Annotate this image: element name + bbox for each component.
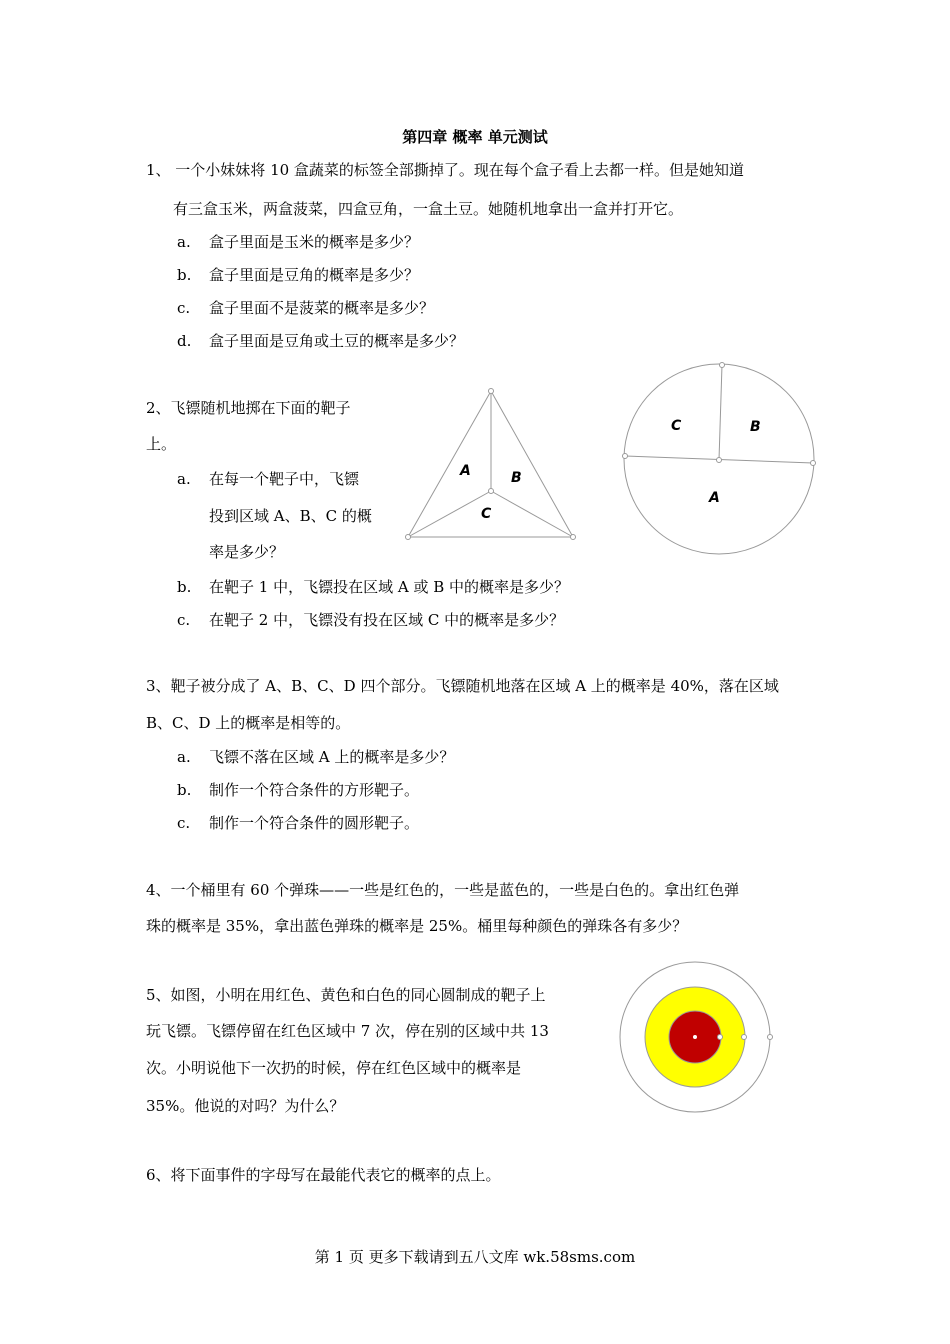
q6-line-1: 6、将下面事件的字母写在最能代表它的概率的点上。 — [146, 1166, 501, 1184]
triangle-label-a: A — [460, 463, 471, 479]
triangle-divider-2 — [408, 491, 491, 537]
item-label: c. — [177, 299, 191, 317]
item-text: 飞镖不落在区域 A 上的概率是多少？ — [209, 748, 455, 766]
item-text: 在每一个靶子中，飞镖 — [209, 470, 360, 488]
item-text: 盒子里面不是菠菜的概率是多少？ — [209, 299, 435, 317]
q2-line-1: 2、飞镖随机地掷在下面的靶子 — [146, 399, 351, 417]
q1-item-d — [177, 331, 464, 351]
q4-line-1: 4、一个桶里有 60 个弹珠——一些是红色的，一些是蓝色的，一些是白色的。拿出红色弹 — [146, 881, 740, 899]
item-text: 盒子里面是豆角或土豆的概率是多少？ — [209, 332, 465, 350]
item-text: 在靶子 1 中，飞镖投在区域 A 或 B 中的概率是多少？ — [209, 578, 570, 596]
item-label: d. — [177, 332, 192, 350]
item-label: b. — [177, 781, 192, 799]
q1-item-c — [177, 298, 434, 318]
q1-item-b — [177, 265, 419, 285]
q2-item-a-line-2: 投到区域 A、B、C 的概 — [209, 507, 372, 525]
center-dot — [489, 489, 494, 494]
q3-item-c — [177, 813, 419, 833]
triangle-label-c: C — [481, 506, 492, 522]
q3-item-b — [177, 780, 419, 800]
item-label: a. — [177, 748, 191, 766]
item-text: 盒子里面是豆角的概率是多少？ — [209, 266, 420, 284]
concentric-target — [612, 956, 782, 1126]
edge-dot — [768, 1035, 773, 1040]
page-footer: 第 1 页 更多下载请到五八文库 wk.58sms.com — [314, 1248, 636, 1266]
vertex-dot — [571, 535, 576, 540]
center-dot — [693, 1035, 697, 1039]
item-label: a. — [177, 470, 191, 488]
q5-line-3: 次。小明说他下一次扔的时候，停在红色区域中的概率是 — [146, 1059, 522, 1077]
q2-line-2: 上。 — [146, 435, 177, 453]
item-label: b. — [177, 578, 192, 596]
circle-target — [615, 360, 825, 560]
item-label: c. — [177, 814, 191, 832]
q2-item-a-line-3: 率是多少？ — [209, 543, 285, 561]
edge-dot — [742, 1035, 747, 1040]
q3-item-a — [177, 747, 454, 767]
q2-item-b — [177, 577, 569, 597]
triangle-label-b: B — [511, 470, 522, 486]
q4-line-2: 珠的概率是 35%，拿出蓝色弹珠的概率是 25%。桶里每种颜色的弹珠各有多少？ — [146, 917, 688, 935]
circle-label-b: B — [750, 419, 761, 435]
circle-label-c: C — [671, 418, 682, 434]
q5-line-1: 5、如图，小明在用红色、黄色和白色的同心圆制成的靶子上 — [146, 986, 546, 1004]
q1-item-a — [177, 232, 419, 252]
item-label: b. — [177, 266, 192, 284]
q3-line-2: B、C、D 上的概率是相等的。 — [146, 714, 351, 732]
item-text: 制作一个符合条件的方形靶子。 — [209, 781, 420, 799]
vertex-dot — [489, 389, 494, 394]
triangle-divider-3 — [491, 491, 573, 537]
center-dot — [717, 458, 722, 463]
q3-line-1: 3、靶子被分成了 A、B、C、D 四个部分。飞镖随机地落在区域 A 上的概率是 40%，落在区域 — [146, 677, 779, 695]
item-label: a. — [177, 233, 191, 251]
item-text: 制作一个符合条件的圆形靶子。 — [209, 814, 420, 832]
q2-item-a-line-1 — [177, 469, 359, 489]
item-label: c. — [177, 611, 191, 629]
circle-label-a: A — [709, 490, 720, 506]
item-text: 在靶子 2 中，飞镖没有投在区域 C 中的概率是多少？ — [209, 611, 565, 629]
circle-divider-vertical — [719, 365, 722, 460]
page-title: 第四章 概率 单元测试 — [402, 128, 548, 146]
vertex-dot — [406, 535, 411, 540]
edge-dot — [623, 454, 628, 459]
q5-line-2: 玩飞镖。飞镖停留在红色区域中 7 次，停在别的区域中共 13 — [146, 1022, 549, 1040]
q5-line-4: 35%。他说的对吗？为什么？ — [146, 1097, 345, 1115]
item-text: 盒子里面是玉米的概率是多少？ — [209, 233, 420, 251]
q2-item-c — [177, 610, 564, 630]
triangle-target — [400, 385, 585, 545]
q1-line-1: 1、 一个小妹妹将 10 盒蔬菜的标签全部撕掉了。现在每个盒子看上去都一样。但是她知道 — [146, 161, 744, 179]
edge-dot — [811, 461, 816, 466]
edge-dot — [718, 1035, 723, 1040]
q1-line-2: 有三盒玉米，两盒菠菜，四盒豆角，一盒土豆。她随机地拿出一盒并打开它。 — [173, 200, 684, 218]
edge-dot — [720, 363, 725, 368]
